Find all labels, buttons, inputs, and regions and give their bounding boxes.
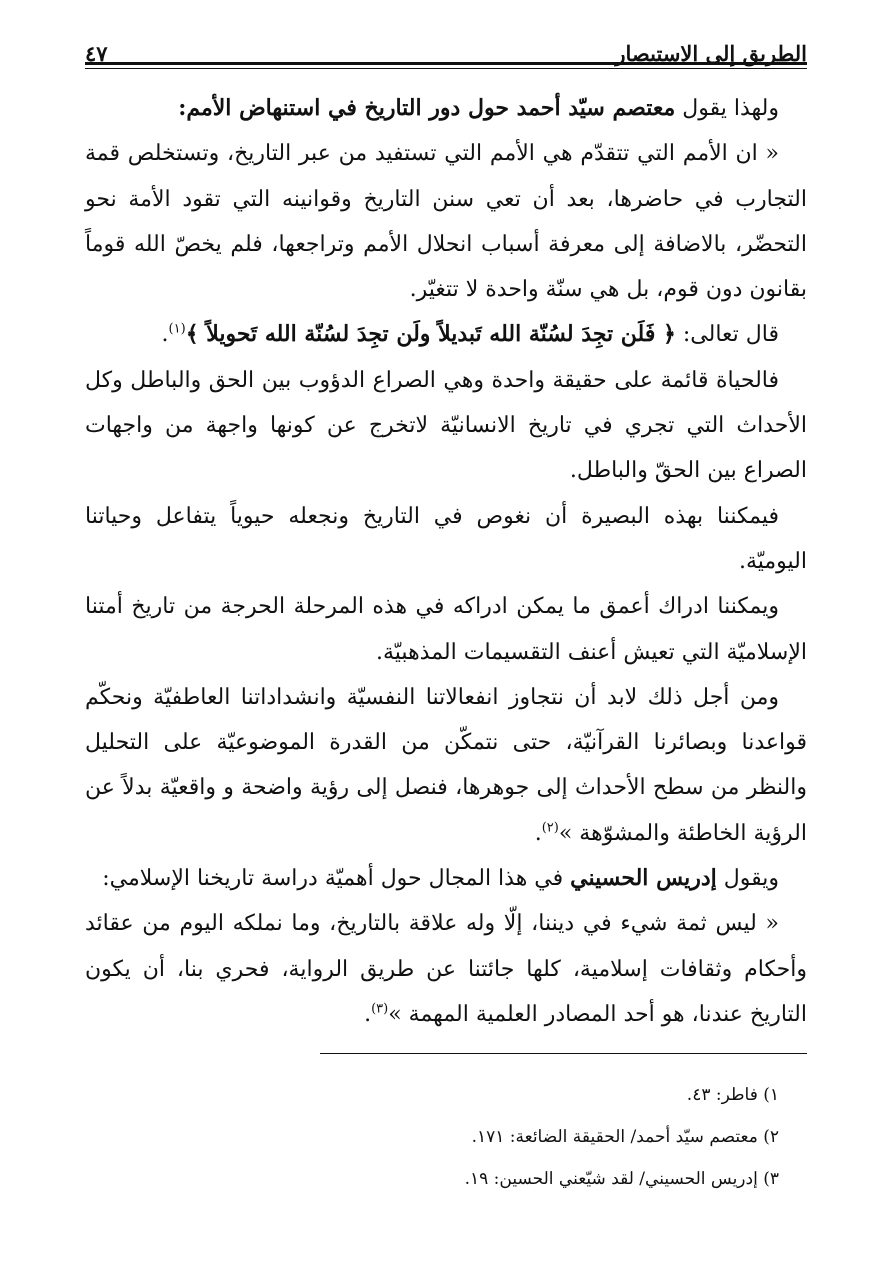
- quote-paragraph: « ان الأمم التي تتقدّم هي الأمم التي تستفيد من عبر التاريخ، وتستخلص قمة التجارب في حاضرها، بعد أن تعي سنن التاريخ وقوانينه التي تقود الأمة نحو التحضّر، بالاضافة إلى معرفة أسباب انحلال الأمم وتراجعها، فلم يخصّ الله قوماً بقانون دون قوم، بل هي سنّة واحدة لا تتغيّر.: [85, 141, 807, 303]
- paragraph: [85, 86, 807, 131]
- text-run: .: [534, 820, 542, 846]
- running-title: الطريق إلى الاستبصار: [615, 41, 807, 66]
- paragraph: فيمكننا بهذه البصيرة أن نغوص في التاريخ ونجعله حيوياً يتفاعل وحياتنا اليوميّة.: [85, 503, 807, 574]
- quote-paragraph: [85, 901, 807, 1037]
- paragraph: ويمكننا ادراك أعمق ما يمكن ادراكه في هذه المرحلة الحرجة من تاريخ أمتنا الإسلاميّة التي تعيش أعنف التقسيمات المذهبيّة.: [85, 594, 807, 665]
- header-rule-thin: [85, 68, 807, 69]
- text-run: « ليس ثمة شيء في ديننا، إلّا وله علاقة بالتاريخ، وما نملكه اليوم من عقائد وأحكام وثقافات إسلامية، كلها جائتنا عن طريق الرواية، فحري بنا، أن يكون التاريخ عندنا، هو أحد المصادر العلمية المهمة »: [85, 911, 807, 1027]
- paragraph: [85, 856, 807, 901]
- running-header: [85, 30, 807, 66]
- text-run: ويقول: [716, 866, 779, 892]
- quran-verse: ﴿ فَلَن تجِدَ لسُنّة الله تَبديلاً ولَن تجِدَ لسُنّة الله تَحويلاً ﴾: [185, 321, 676, 348]
- footnote-ref: (٣): [371, 1001, 389, 1017]
- footnote-ref: (٢): [541, 820, 559, 836]
- main-text: [85, 86, 807, 1037]
- verse-paragraph: [85, 312, 807, 357]
- text-run: ومن أجل ذلك لابد أن نتجاوز انفعالاتنا النفسيّة وانشداداتنا العاطفيّة ونحكّم قواعدنا وبصائرنا القرآنيّة، حتى نتمكّن من القدرة الموضوعيّة على التحليل والنظر من سطح الأحداث إلى جوهرها، فنصل إلى رؤية واضحة و واقعيّة بدلاً عن الرؤية الخاطئة والمشوّهة »: [85, 684, 807, 846]
- paragraph: [85, 675, 807, 856]
- text-run: ولهذا يقول: [675, 96, 779, 121]
- author-name: إدريس الحسيني: [570, 865, 717, 892]
- header-rule-thick: [85, 62, 807, 65]
- footnote: ١) فاطر: ٤٣.: [686, 1085, 779, 1105]
- text-run: .: [364, 1001, 372, 1027]
- footnote: ٣) إدريس الحسيني/ لقد شيّعني الحسين: ١٩.: [464, 1169, 779, 1189]
- footnote-ref: (١): [168, 322, 186, 338]
- text-run: حول دور التاريخ في استنهاض الأمم:: [178, 95, 517, 121]
- footnotes: [85, 1074, 807, 1200]
- text-run: قال تعالى:: [675, 322, 779, 348]
- page-number: ٤٧: [85, 41, 108, 66]
- text-run: .: [161, 322, 169, 348]
- footnote: ٢) معتصم سيّد أحمد/ الحقيقة الضائعة: ١٧١.: [471, 1127, 779, 1147]
- footnote-separator: [320, 1053, 807, 1054]
- paragraph: فالحياة قائمة على حقيقة واحدة وهي الصراع الدؤوب بين الحق والباطل وكل الأحداث التي تجري في تاريخ الانسانيّة لاتخرج عن كونها واجهة من واجهات الصراع بين الحقّ والباطل.: [85, 367, 807, 484]
- author-name: معتصم سيّد أحمد: [516, 95, 676, 121]
- text-run: في هذا المجال حول أهميّة دراسة تاريخنا الإسلامي:: [102, 866, 571, 892]
